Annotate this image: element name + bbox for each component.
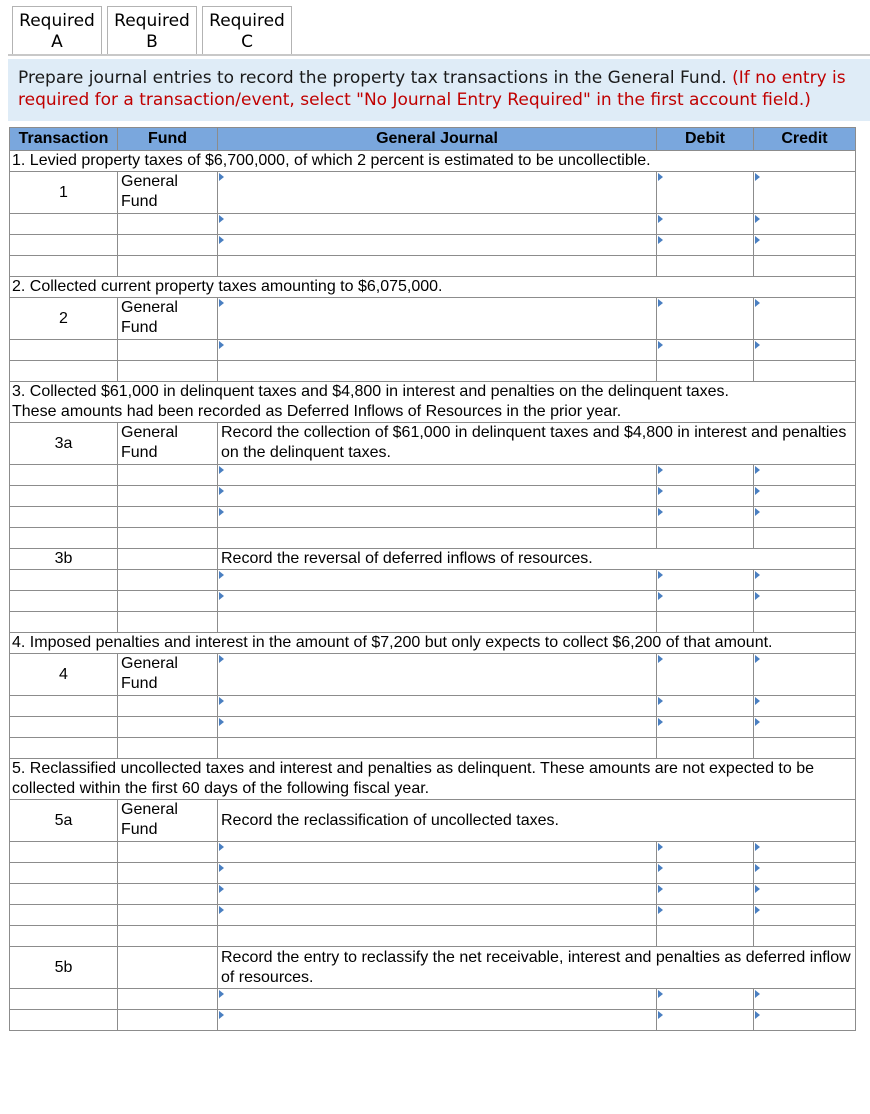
instruction-banner bbox=[8, 59, 870, 121]
description-line: 3. Collected $61,000 in delinquent taxes and $4,800 in interest and penalties on the delinquent taxes. bbox=[12, 383, 729, 400]
empty-cell bbox=[657, 926, 754, 947]
entry-memo: Record the reversal of deferred inflows of resources. bbox=[218, 549, 856, 570]
fund-label: General bbox=[121, 173, 178, 190]
empty-cell bbox=[657, 361, 754, 382]
empty-cell bbox=[118, 507, 218, 528]
empty-cell bbox=[10, 361, 118, 382]
debit-input[interactable] bbox=[657, 235, 754, 256]
account-select[interactable] bbox=[218, 214, 657, 235]
empty-cell bbox=[218, 528, 657, 549]
account-select[interactable] bbox=[218, 591, 657, 612]
tab-label: Required bbox=[114, 11, 190, 31]
account-select[interactable] bbox=[218, 465, 657, 486]
transaction-number: 5b bbox=[10, 947, 118, 989]
account-select[interactable] bbox=[218, 696, 657, 717]
empty-cell bbox=[10, 738, 118, 759]
empty-cell bbox=[10, 989, 118, 1010]
credit-input[interactable] bbox=[754, 863, 856, 884]
debit-input[interactable] bbox=[657, 842, 754, 863]
empty-cell bbox=[118, 340, 218, 361]
empty-cell bbox=[118, 591, 218, 612]
entry-memo: Record the entry to reclassify the net receivable, interest and penalties as deferred inflow of resources. bbox=[218, 947, 856, 989]
table-header-row bbox=[10, 128, 856, 151]
credit-input[interactable] bbox=[754, 486, 856, 507]
tab-divider bbox=[8, 54, 870, 56]
credit-input[interactable] bbox=[754, 465, 856, 486]
empty-cell bbox=[657, 738, 754, 759]
tab-required-c[interactable] bbox=[202, 6, 292, 54]
transaction-4-description: 4. Imposed penalties and interest in the amount of $7,200 but only expects to collect $6,200 of that amount. bbox=[10, 633, 856, 654]
header-credit: Credit bbox=[754, 128, 856, 151]
empty-cell bbox=[118, 1010, 218, 1031]
empty-cell bbox=[118, 235, 218, 256]
credit-input[interactable] bbox=[754, 654, 856, 696]
credit-input[interactable] bbox=[754, 172, 856, 214]
empty-cell bbox=[10, 486, 118, 507]
tab-sublabel: A bbox=[51, 32, 63, 52]
empty-cell bbox=[218, 612, 657, 633]
debit-input[interactable] bbox=[657, 989, 754, 1010]
empty-cell bbox=[118, 214, 218, 235]
empty-cell bbox=[10, 717, 118, 738]
transaction-5-description: 5. Reclassified uncollected taxes and interest and penalties as delinquent. These amounts are not expected to be collected within the first 60 days of the following fiscal year. bbox=[10, 759, 856, 800]
entry-memo: Record the collection of $61,000 in delinquent taxes and $4,800 in interest and penalties on the delinquent taxes. bbox=[218, 423, 856, 465]
empty-cell bbox=[10, 256, 118, 277]
empty-cell bbox=[754, 612, 856, 633]
transaction-number: 2 bbox=[10, 298, 118, 340]
debit-input[interactable] bbox=[657, 863, 754, 884]
empty-cell bbox=[118, 926, 218, 947]
debit-input[interactable] bbox=[657, 172, 754, 214]
transaction-number: 5a bbox=[10, 800, 118, 842]
debit-input[interactable] bbox=[657, 696, 754, 717]
empty-cell bbox=[118, 361, 218, 382]
empty-cell bbox=[218, 256, 657, 277]
fund-label: Fund bbox=[121, 319, 158, 336]
account-select[interactable] bbox=[218, 989, 657, 1010]
credit-input[interactable] bbox=[754, 570, 856, 591]
credit-input[interactable] bbox=[754, 884, 856, 905]
transaction-2-description: 2. Collected current property taxes amounting to $6,075,000. bbox=[10, 277, 856, 298]
credit-input[interactable] bbox=[754, 696, 856, 717]
fund-cell bbox=[118, 298, 218, 340]
fund-label: Fund bbox=[121, 444, 158, 461]
debit-input[interactable] bbox=[657, 717, 754, 738]
credit-input[interactable] bbox=[754, 905, 856, 926]
account-select[interactable] bbox=[218, 905, 657, 926]
account-select[interactable] bbox=[218, 340, 657, 361]
account-select[interactable] bbox=[218, 298, 657, 340]
tab-sublabel: B bbox=[146, 32, 158, 52]
tab-sublabel: C bbox=[241, 32, 253, 52]
transaction-1-description: 1. Levied property taxes of $6,700,000, of which 2 percent is estimated to be uncollectible. bbox=[10, 151, 856, 172]
debit-input[interactable] bbox=[657, 884, 754, 905]
credit-input[interactable] bbox=[754, 591, 856, 612]
debit-input[interactable] bbox=[657, 486, 754, 507]
empty-cell bbox=[118, 947, 218, 989]
credit-input[interactable] bbox=[754, 507, 856, 528]
empty-cell bbox=[10, 842, 118, 863]
empty-cell bbox=[754, 256, 856, 277]
empty-cell bbox=[118, 612, 218, 633]
debit-input[interactable] bbox=[657, 905, 754, 926]
account-select[interactable] bbox=[218, 654, 657, 696]
credit-input[interactable] bbox=[754, 298, 856, 340]
empty-cell bbox=[118, 256, 218, 277]
empty-cell bbox=[10, 570, 118, 591]
empty-cell bbox=[118, 989, 218, 1010]
account-select[interactable] bbox=[218, 1010, 657, 1031]
empty-cell bbox=[754, 738, 856, 759]
debit-input[interactable] bbox=[657, 654, 754, 696]
empty-cell bbox=[10, 465, 118, 486]
account-select[interactable] bbox=[218, 486, 657, 507]
fund-label: Fund bbox=[121, 675, 158, 692]
fund-label: Fund bbox=[121, 821, 158, 838]
tab-label: Required bbox=[209, 11, 285, 31]
account-select[interactable] bbox=[218, 172, 657, 214]
credit-input[interactable] bbox=[754, 1010, 856, 1031]
instruction-note-continued: required for a transaction/event, select "No Journal Entry Required" in the first account field.) bbox=[18, 90, 811, 110]
instruction-note: (If no entry is bbox=[732, 68, 846, 88]
empty-cell bbox=[118, 717, 218, 738]
empty-cell bbox=[118, 884, 218, 905]
empty-cell bbox=[118, 486, 218, 507]
empty-cell bbox=[218, 738, 657, 759]
fund-cell bbox=[118, 654, 218, 696]
fund-label: General bbox=[121, 299, 178, 316]
empty-cell bbox=[10, 528, 118, 549]
header-transaction: Transaction bbox=[10, 128, 118, 151]
fund-label: General bbox=[121, 801, 178, 818]
debit-input[interactable] bbox=[657, 298, 754, 340]
empty-cell bbox=[118, 738, 218, 759]
header-debit: Debit bbox=[657, 128, 754, 151]
tab-required-b[interactable] bbox=[107, 6, 197, 54]
account-select[interactable] bbox=[218, 570, 657, 591]
empty-cell bbox=[118, 570, 218, 591]
transaction-number: 3b bbox=[10, 549, 118, 570]
empty-cell bbox=[10, 696, 118, 717]
account-select[interactable] bbox=[218, 842, 657, 863]
header-fund: Fund bbox=[118, 128, 218, 151]
empty-cell bbox=[118, 549, 218, 570]
debit-input[interactable] bbox=[657, 340, 754, 361]
empty-cell bbox=[118, 863, 218, 884]
fund-cell bbox=[118, 423, 218, 465]
debit-input[interactable] bbox=[657, 465, 754, 486]
empty-cell bbox=[10, 214, 118, 235]
empty-cell bbox=[10, 905, 118, 926]
fund-label: General bbox=[121, 655, 178, 672]
empty-cell bbox=[118, 528, 218, 549]
empty-cell bbox=[10, 591, 118, 612]
empty-cell bbox=[118, 696, 218, 717]
empty-cell bbox=[118, 465, 218, 486]
account-select[interactable] bbox=[218, 235, 657, 256]
empty-cell bbox=[118, 905, 218, 926]
account-select[interactable] bbox=[218, 717, 657, 738]
debit-input[interactable] bbox=[657, 507, 754, 528]
empty-cell bbox=[754, 528, 856, 549]
empty-cell bbox=[657, 612, 754, 633]
empty-cell bbox=[657, 256, 754, 277]
debit-input[interactable] bbox=[657, 570, 754, 591]
tab-label: Required bbox=[19, 11, 95, 31]
credit-input[interactable] bbox=[754, 842, 856, 863]
debit-input[interactable] bbox=[657, 591, 754, 612]
credit-input[interactable] bbox=[754, 235, 856, 256]
empty-cell bbox=[10, 926, 118, 947]
transaction-number: 3a bbox=[10, 423, 118, 465]
empty-cell bbox=[10, 235, 118, 256]
empty-cell bbox=[754, 926, 856, 947]
account-select[interactable] bbox=[218, 884, 657, 905]
requirement-tabs bbox=[12, 6, 297, 54]
credit-input[interactable] bbox=[754, 717, 856, 738]
fund-cell bbox=[118, 172, 218, 214]
credit-input[interactable] bbox=[754, 989, 856, 1010]
header-general-journal: General Journal bbox=[218, 128, 657, 151]
debit-input[interactable] bbox=[657, 214, 754, 235]
entry-memo: Record the reclassification of uncollected taxes. bbox=[218, 800, 856, 842]
empty-cell bbox=[218, 926, 657, 947]
empty-cell bbox=[10, 507, 118, 528]
fund-label: General bbox=[121, 424, 178, 441]
empty-cell bbox=[657, 528, 754, 549]
general-journal-table bbox=[9, 127, 856, 1031]
transaction-3-description bbox=[10, 382, 856, 423]
empty-cell bbox=[754, 361, 856, 382]
fund-label: Fund bbox=[121, 193, 158, 210]
instruction-text: Prepare journal entries to record the property tax transactions in the General Fund. bbox=[18, 68, 727, 88]
transaction-number: 1 bbox=[10, 172, 118, 214]
empty-cell bbox=[10, 612, 118, 633]
empty-cell bbox=[10, 340, 118, 361]
empty-cell bbox=[218, 361, 657, 382]
fund-cell bbox=[118, 800, 218, 842]
account-select[interactable] bbox=[218, 863, 657, 884]
description-line: These amounts had been recorded as Deferred Inflows of Resources in the prior year. bbox=[12, 403, 622, 420]
empty-cell bbox=[118, 842, 218, 863]
empty-cell bbox=[10, 1010, 118, 1031]
empty-cell bbox=[10, 884, 118, 905]
tab-required-a[interactable] bbox=[12, 6, 102, 54]
account-select[interactable] bbox=[218, 507, 657, 528]
empty-cell bbox=[10, 863, 118, 884]
transaction-number: 4 bbox=[10, 654, 118, 696]
debit-input[interactable] bbox=[657, 1010, 754, 1031]
credit-input[interactable] bbox=[754, 214, 856, 235]
credit-input[interactable] bbox=[754, 340, 856, 361]
